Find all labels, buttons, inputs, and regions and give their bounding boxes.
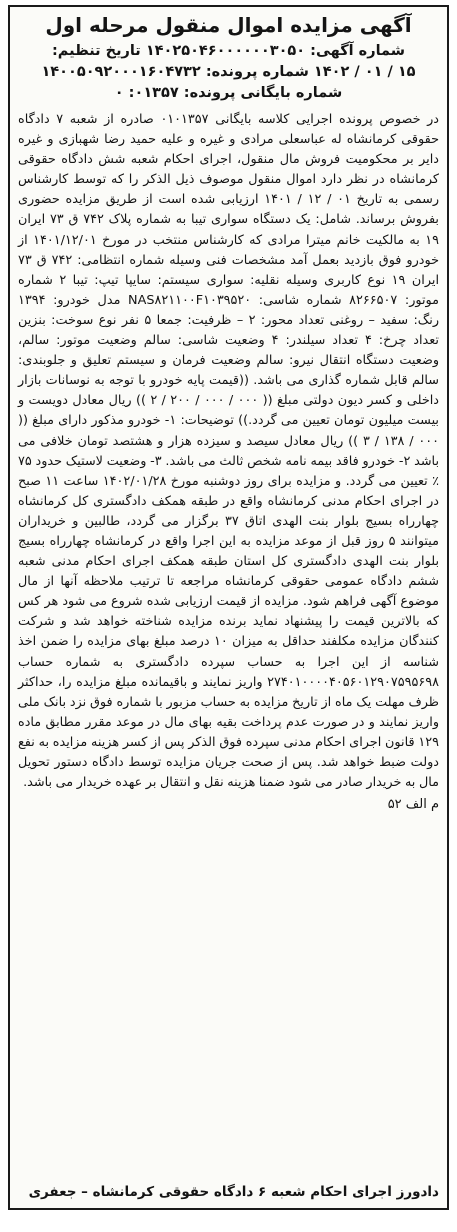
reference-code: م الف ۵۲ (387, 797, 439, 813)
notice-title: آگهی مزایده اموال منقول مرحله اول (45, 13, 412, 37)
archive-number-line: شماره بایگانی پرونده: ۰۱۳۵۷: ۰ (114, 85, 343, 101)
signature-line: دادورز اجرای احکام شعبه ۶ دادگاه حقوقی کرمانشاه – جعفری (28, 1184, 439, 1200)
auction-notice (8, 5, 449, 1210)
notice-number-line: شماره آگهی: ۱۴۰۲۵۰۴۶۰۰۰۰۰۰۳۰۵۰ تاریخ تنظیم: (52, 43, 405, 59)
notice-body: در خصوص پرونده اجرایی کلاسه بایگانی ۰۱۰۱۳۵۷ صادره از شعبه ۷ دادگاه حقوقی کرمانشاه له عباسعلی مرادی و غیره و علیه حمید رضا شهبازی و غیره دایر بر محکومیت فروش مال منقول، اجرای احکام شعبه شش دادگاه حقوقی کرمانشاه در نظر دارد اموال منقول موصوف ذیل الذکر را که توسط کارشناس رسمی به تاریخ ۰۱ / ۱۲ / ۱۴۰۱ ارزیابی شده است از طریق مزایده حضوری بفروش برساند. شامل: یک دستگاه سواری تیبا به شماره پلاک ۷۴۲ ق ۷۳ ایران ۱۹ به مالکیت خانم میترا مرادی که کارشناس منتخب در مورخ ۱۴۰۱/۱۲/۰۱ از خودرو فوق بازدید بعمل آمد مشخصات فنی وسیله شماره انتظامی: ۷۴۲ ق ۷۳ ایران ۱۹ نوع کاربری وسیله نقلیه: سواری سیستم: سایپا تیپ: تیبا ۲ شماره موتور: ۸۲۶۶۵۰۷ شماره شاسی: NAS۸۲۱۱۰۰F۱۰۳۹۵۲۰ مدل خودرو: ۱۳۹۴ رنگ: سفید – روغنی تعداد محور: ۲ – ظرفیت: جمعا ۵ نفر نوع سوخت: بنزین تعداد چرخ: ۴ تعداد سیلندر: ۴ وضعیت شاسی: سالم وضعیت موتور: سالم، وضعیت دستگاه انتقال نیرو: سالم وضعیت فرمان و سیستم تعلیق و جلوبندی: سالم قابل شماره گذاری می باشد. ((قیمت پایه خودرو با توجه به نوسانات بازار داخلی و کسر دیون دولتی مبلغ (( ۰۰۰ / ۰۰۰ / ۲۰۰ / ۲ )) ریال معادل دویست و بیست میلیون تومان تعیین می گردد.)) توضیحات: ۱- خودرو مذکور دارای مبلغ (( ۰۰۰ / ۱۳۸ / ۳ )) ریال معادل سیصد و سیزده هزار و هشتصد تومان خلافی می باشد ۲- خودرو فاقد بیمه نامه شخص ثالث می باشد. ۳- وضعیت لاستیک حدود ۷۵ ٪ تعیین می گردد. و مزایده برای روز دوشنبه مورخ ۱۴۰۲/۰۱/۲۸ ساعت ۱۱ صبح در اجرای احکام مدنی کرمانشاه واقع در طبقه همکف دادگستری کل کرمانشاه چهارراه بسیج بلوار بنت الهدی اتاق ۳۷ برگزار می گردد، طالبین و خریداران میتوانند ۵ روز قبل از موعد مزایده به این اجرا واقع در کرمانشاه چهارراه بسیج بلوار بنت الهدی دادگستری کل استان طبقه همکف اجرای احکام مدنی شعبه ششم دادگاه عمومی حقوقی کرمانشاه مراجعه تا ترتیب ملاحظه آنها از مال موضوع آگهی فراهم شود. مزایده از قیمت ارزیابی شده شروع می شود هر کس که بالاترین قیمت را پیشنهاد نماید برنده مزایده شناخته خواهد شد و شرکت کنندگان مزایده مکلفند حداقل به میزان ۱۰ درصد مبلغ بهای مزایده را ضمن اخذ شناسه از این اجرا به حساب سپرده دادگستری به شماره حساب ۲۷۴۰۱۰۰۰۰۴۰۵۶۰۱۲۹۰۷۵۹۵۶۹۸ واریز نمایند و باقیمانده مبلغ مزایده را، حداکثر ظرف مهلت یک ماه از تاریخ مزایده به حساب مزبور با شماره فوق نزد بانک ملی واریز نمایند و در صورت عدم پرداخت بقیه بهای مال در موعد مقرر مطابق ماده ۱۲۹ قانون اجرای احکام مدنی سپرده فوق الذکر پس از کسر هزینه مزایده به نفع دولت ضبط خواهد شد. پس از صحت جریان مزایده توسط دادگاه دستور تحویل مال به خریدار صادر می شود ضمنا هزینه نقل و انتقال بر عهده خریدار می باشد. (18, 112, 440, 791)
file-number-line: ۱۵ / ۰۱ / ۱۴۰۲ شماره پرونده: ۱۴۰۰۵۰۹۲۰۰۰۱۶۰۴۷۳۲ (41, 64, 416, 80)
